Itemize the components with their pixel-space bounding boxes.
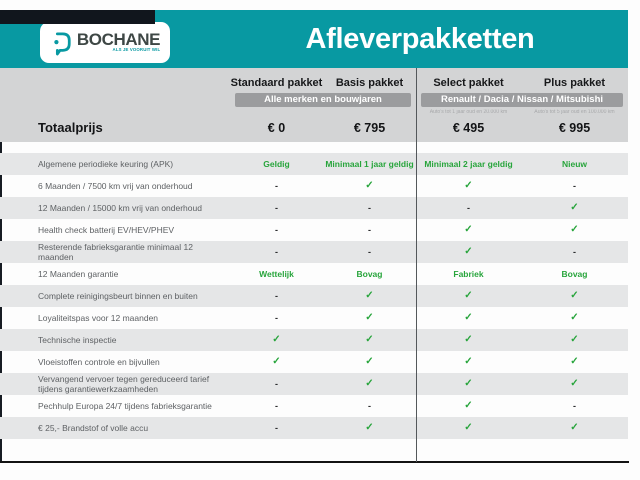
table-row bbox=[0, 307, 628, 329]
cell-value-1: Wettelijk bbox=[259, 268, 294, 279]
cell-value-2: ✓ bbox=[365, 334, 374, 345]
top-left-dark-strip bbox=[0, 10, 155, 24]
brand-badges bbox=[0, 93, 628, 107]
column-price-1: € 0 bbox=[267, 120, 286, 135]
group-badge-2: Renault / Dacia / Nissan / Mitsubishi bbox=[421, 93, 623, 107]
cell-value-3: ✓ bbox=[464, 312, 473, 323]
cell-value-1: ✓ bbox=[272, 334, 281, 345]
cell-value-3: ✓ bbox=[464, 290, 473, 301]
cell-value-1: - bbox=[275, 224, 278, 235]
cell-value-1: - bbox=[275, 290, 278, 301]
table-header-band bbox=[0, 68, 628, 142]
cell-value-2: ✓ bbox=[365, 180, 374, 191]
cell-value-4: ✓ bbox=[570, 290, 579, 301]
cell-value-1: - bbox=[275, 378, 278, 389]
cell-value-3: Fabriek bbox=[453, 268, 484, 279]
table-row bbox=[0, 417, 628, 439]
row-label: 6 Maanden / 7500 km vrij van onderhoud bbox=[38, 181, 193, 191]
cell-value-3: ✓ bbox=[464, 246, 473, 257]
column-note-2 bbox=[330, 109, 409, 118]
cell-value-4: ✓ bbox=[570, 312, 579, 323]
group-badge-1: Alle merken en bouwjaren bbox=[235, 93, 411, 107]
cell-value-2: - bbox=[368, 224, 371, 235]
table-row bbox=[0, 219, 628, 241]
table-row bbox=[0, 175, 628, 197]
cell-value-4: ✓ bbox=[570, 356, 579, 367]
cell-value-4: - bbox=[573, 400, 576, 411]
cell-value-4: - bbox=[573, 246, 576, 257]
bottom-frame-border bbox=[0, 461, 629, 463]
cell-value-4: ✓ bbox=[570, 422, 579, 433]
cell-value-1: - bbox=[275, 246, 278, 257]
cell-value-3: Minimaal 2 jaar geldig bbox=[424, 158, 513, 169]
column-headers bbox=[0, 68, 628, 89]
cell-value-2: ✓ bbox=[365, 378, 374, 389]
cell-value-4: Bovag bbox=[561, 268, 588, 279]
bochane-logo bbox=[40, 22, 170, 63]
row-label: Loyaliteitspas voor 12 maanden bbox=[38, 313, 159, 323]
row-label: Pechhulp Europa 24/7 tijdens fabrieksgarantie bbox=[38, 401, 212, 411]
table-row bbox=[0, 373, 628, 395]
row-label: 12 Maanden / 15000 km vrij van onderhoud bbox=[38, 203, 202, 213]
row-label: Vloeistoffen controle en bijvullen bbox=[38, 357, 160, 367]
cell-value-2: - bbox=[368, 202, 371, 213]
row-label: Algemene periodieke keuring (APK) bbox=[38, 159, 174, 169]
column-group-divider bbox=[416, 68, 417, 462]
row-label: 12 Maanden garantie bbox=[38, 269, 119, 279]
table-row bbox=[0, 395, 628, 417]
brand-name: BOCHANE bbox=[76, 30, 161, 49]
cell-value-1: - bbox=[275, 312, 278, 323]
column-price-4: € 995 bbox=[558, 120, 591, 135]
column-price-2: € 795 bbox=[353, 120, 386, 135]
column-note-3: Auto's tot 1 jaar oud en 20.000 km bbox=[429, 109, 508, 115]
bochane-logo-icon bbox=[50, 30, 72, 56]
feature-rows bbox=[0, 153, 628, 439]
cell-value-3: - bbox=[467, 202, 470, 213]
cell-value-3: ✓ bbox=[464, 334, 473, 345]
cell-value-1: - bbox=[275, 400, 278, 411]
table-row bbox=[0, 351, 628, 373]
cell-value-4: ✓ bbox=[570, 378, 579, 389]
row-label: Technische inspectie bbox=[38, 335, 117, 345]
table-row bbox=[0, 241, 628, 263]
cell-value-3: ✓ bbox=[464, 378, 473, 389]
cell-value-3: ✓ bbox=[464, 180, 473, 191]
cell-value-1: - bbox=[275, 422, 278, 433]
row-label: Health check batterij EV/HEV/PHEV bbox=[38, 225, 175, 235]
cell-value-3: ✓ bbox=[464, 224, 473, 235]
total-price-label: Totaalprijs bbox=[38, 120, 103, 135]
table-row bbox=[0, 329, 628, 351]
cell-value-2: ✓ bbox=[365, 356, 374, 367]
column-header-2: Basis pakket bbox=[335, 77, 404, 89]
cell-value-4: ✓ bbox=[570, 334, 579, 345]
cell-value-2: ✓ bbox=[365, 312, 374, 323]
brand-tagline: ALS JE VOORUIT WIL bbox=[112, 48, 161, 53]
cell-value-1: - bbox=[275, 202, 278, 213]
cell-value-2: - bbox=[368, 400, 371, 411]
column-notes bbox=[0, 108, 628, 118]
column-note-1 bbox=[237, 109, 316, 118]
total-price-row bbox=[0, 120, 628, 135]
row-label: Resterende fabrieksgarantie minimaal 12 maanden bbox=[38, 242, 193, 262]
cell-value-4: ✓ bbox=[570, 202, 579, 213]
cell-value-3: ✓ bbox=[464, 422, 473, 433]
cell-value-2: ✓ bbox=[365, 422, 374, 433]
column-note-4: Auto's tot 5 jaar oud en 100.000 km bbox=[534, 109, 615, 115]
column-header-4: Plus pakket bbox=[543, 77, 606, 89]
column-price-3: € 495 bbox=[452, 120, 485, 135]
cell-value-1: - bbox=[275, 180, 278, 191]
badge-spacer bbox=[0, 93, 230, 107]
cell-value-1: Geldig bbox=[263, 158, 290, 169]
cell-value-3: ✓ bbox=[464, 356, 473, 367]
cell-value-4: Nieuw bbox=[561, 158, 588, 169]
cell-value-3: ✓ bbox=[464, 400, 473, 411]
table-row bbox=[0, 197, 628, 219]
cell-value-4: - bbox=[573, 180, 576, 191]
row-label: € 25,- Brandstof of volle accu bbox=[38, 423, 149, 433]
cell-value-1: ✓ bbox=[272, 356, 281, 367]
table-row bbox=[0, 263, 628, 285]
table-row bbox=[0, 153, 628, 175]
row-label: Vervangend vervoer tegen gereduceerd tarief tijdens garantiewerkzaamheden bbox=[38, 374, 210, 394]
column-header-1: Standaard pakket bbox=[230, 77, 323, 89]
cell-value-4: ✓ bbox=[570, 224, 579, 235]
page-title: Afleverpakketten bbox=[305, 23, 535, 55]
cell-value-2: Minimaal 1 jaar geldig bbox=[325, 158, 414, 169]
column-header-3: Select pakket bbox=[433, 77, 504, 89]
row-label: Complete reinigingsbeurt binnen en buiten bbox=[38, 291, 198, 301]
cell-value-2: Bovag bbox=[356, 268, 383, 279]
cell-value-2: ✓ bbox=[365, 290, 374, 301]
cell-value-2: - bbox=[368, 246, 371, 257]
table-row bbox=[0, 285, 628, 307]
